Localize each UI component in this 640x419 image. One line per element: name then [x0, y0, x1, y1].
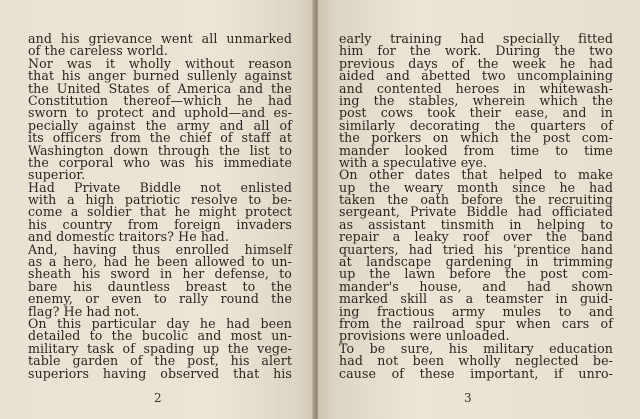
text-line: had not been wholly neglected be-	[339, 353, 613, 369]
text-line: Washington down through the list to	[28, 142, 292, 158]
text-line: military task of spading up the vege-	[28, 340, 292, 356]
text-line: sergeant, Private Biddle had officiated	[339, 204, 613, 220]
text-line: at landscape gardening in trimming	[339, 254, 613, 270]
page-number: 2	[154, 391, 162, 405]
text-line: On this particular day he had been	[28, 315, 292, 331]
text-line: mander looked from time to time	[339, 142, 613, 158]
text-line: Had Private Biddle not enlisted	[28, 179, 292, 195]
text-line: quarters, had tried his 'prentice hand	[339, 241, 613, 257]
text-line: sheath his sword in her defense, to	[28, 266, 292, 282]
text-line: bare his dauntless breast to the	[28, 278, 292, 294]
text-line: flag? He had not.	[28, 303, 140, 319]
text-line: as a hero, had he been allowed to un-	[28, 254, 292, 270]
text-line: ing fractious army mules to and	[339, 303, 613, 319]
text-line: repair a leaky roof over the band	[339, 229, 613, 245]
text-line: Constitution thereof—which he had	[28, 92, 292, 108]
text-line: with a speculative eye.	[339, 154, 488, 170]
text-line: sworn to protect and uphold—and es-	[28, 105, 292, 121]
text-line: and his grievance went all unmarked	[28, 31, 292, 46]
text-line: provisions were unloaded.	[339, 328, 510, 344]
text-line: table garden of the post, his alert	[28, 353, 292, 369]
right-page-text	[339, 33, 613, 380]
text-line: him for the work. During the two	[339, 43, 613, 59]
text-line: previous days of the week he had	[339, 55, 613, 71]
text-line: marked skill as a teamster in guid-	[339, 291, 613, 307]
left-page-text	[28, 33, 292, 380]
text-line: post cows took their ease, and in	[339, 105, 613, 121]
text-line: superiors having observed that his	[28, 365, 292, 381]
text-line: detailed to the bucolic and most un-	[28, 328, 292, 344]
text-line: that his anger burned sullenly against	[28, 68, 292, 84]
text-line: mander's house, and had shown	[339, 278, 613, 294]
text-line: and domestic traitors? He had.	[28, 229, 229, 245]
right-page	[318, 0, 640, 419]
text-line: aided and abetted two uncomplaining	[339, 68, 613, 84]
text-line: its officers from the chief of staff at	[28, 130, 292, 146]
text-line: On other dates that helped to make	[339, 167, 613, 183]
text-line: of the careless world.	[28, 43, 168, 59]
text-line: up the lawn before the post com-	[339, 266, 613, 282]
left-page	[0, 0, 314, 419]
text-line: cause of these important, if unro-	[339, 365, 613, 381]
text-line: superior.	[28, 167, 86, 183]
text-line: with a high patriotic resolve to be-	[28, 192, 292, 208]
text-line: To be sure, his military education	[339, 340, 613, 356]
text-line: ing the stables, wherein which the	[339, 92, 613, 108]
text-line: the porkers on which the post com-	[339, 130, 613, 146]
page-number: 3	[464, 391, 472, 405]
text-line: similarly decorating the quarters of	[339, 117, 613, 133]
text-line: early training had specially fitted	[339, 31, 613, 46]
text-line: come a soldier that he might protect	[28, 204, 292, 220]
text-line: And, having thus enrolled himself	[28, 241, 292, 257]
text-line: from the railroad spur when cars of	[339, 315, 613, 331]
text-line: taken the oath before the recruiting	[339, 192, 613, 208]
text-line: enemy, or even to rally round the	[28, 291, 292, 307]
text-line: as assistant tinsmith in helping to	[339, 216, 613, 232]
text-line: up the weary month since he had	[339, 179, 613, 195]
text-line: pecially against the army and all of	[28, 117, 292, 133]
text-line: Nor was it wholly without reason	[28, 55, 292, 71]
text-line: the corporal who was his immediate	[28, 154, 292, 170]
text-line: and contented heroes in whitewash-	[339, 80, 613, 96]
text-line: his country from foreign invaders	[28, 216, 292, 232]
text-line: the United States of America and the	[28, 80, 292, 96]
